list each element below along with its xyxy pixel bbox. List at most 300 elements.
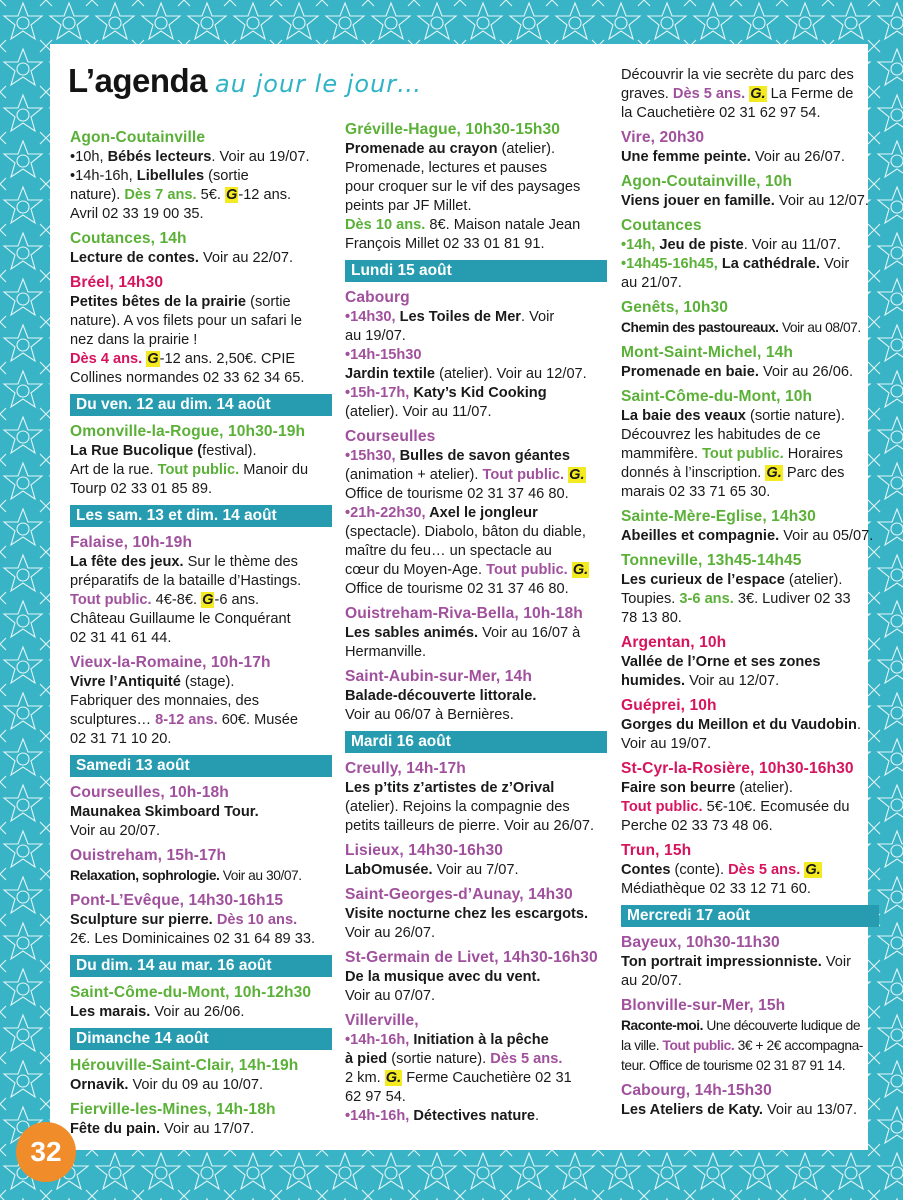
entry-line — [345, 308, 607, 327]
entry-line — [621, 148, 879, 167]
agenda-entry — [70, 1056, 332, 1095]
text-segment: (atelier). — [784, 572, 843, 588]
entry-line — [345, 643, 607, 662]
date-banner: Du dim. 14 au mar. 16 août — [70, 955, 332, 977]
agenda-entry — [621, 128, 879, 167]
agenda-entry — [621, 759, 879, 836]
text-segment: nez dans la prairie ! — [70, 332, 198, 348]
text-segment: 3-6 ans. — [679, 591, 734, 607]
entry-place: Saint-Aubin-sur-Mer, 14h — [345, 668, 532, 685]
entry-place: Saint-Côme-du-Mont, 10h-12h30 — [70, 984, 312, 1001]
agenda-entry — [345, 427, 607, 599]
agenda-entry — [345, 948, 607, 1006]
entry-line — [345, 861, 607, 880]
text-segment: •14h30, — [345, 309, 400, 325]
entry-line — [621, 609, 879, 628]
date-banner: Dimanche 14 août — [70, 1028, 332, 1050]
entry-place: Blonville-sur-Mer, 15h — [621, 997, 786, 1014]
text-segment: Voir au 26/07. — [750, 149, 845, 165]
text-segment: Les Ateliers de Katy. — [621, 1102, 763, 1118]
entry-line — [621, 861, 879, 880]
date-banner: Mercredi 17 août — [621, 905, 879, 927]
text-segment: Jardin textile — [345, 366, 436, 382]
text-segment: Voir au 30/07. — [219, 868, 302, 883]
text-segment: mammifère. — [621, 446, 703, 462]
agenda-entry — [345, 841, 607, 880]
entry-line — [70, 1003, 332, 1022]
entry-line — [70, 331, 332, 350]
entry-line — [345, 561, 607, 580]
text-segment: Initiation à la pêche — [413, 1032, 549, 1048]
text-segment: Parc des — [782, 465, 845, 481]
entry-line — [345, 403, 607, 422]
entry-line — [345, 216, 607, 235]
text-segment: -12 ans. 2,50€. CPIE — [159, 351, 296, 367]
text-segment: (spectacle). Diabolo, bâton du diable, — [345, 524, 586, 540]
text-segment: •21h-22h30, — [345, 505, 430, 521]
text-segment: au 20/07. — [621, 973, 682, 989]
text-segment: Tout public. — [662, 1038, 735, 1053]
entry-line — [345, 779, 607, 798]
text-segment: Détectives nature — [413, 1108, 536, 1124]
text-segment: Promenade, lectures et pauses — [345, 160, 547, 176]
agenda-entry — [621, 387, 879, 502]
entry-place: Ouistreham-Riva-Bella, 10h-18h — [345, 605, 583, 622]
entry-line — [621, 571, 879, 590]
text-segment: Dès 5 ans. — [490, 1051, 563, 1067]
text-segment: -12 ans. — [238, 187, 292, 203]
title-main: L’agenda — [68, 62, 208, 99]
text-segment: (sortie — [246, 294, 291, 310]
text-segment: 3€ + 2€ accompagna- — [734, 1038, 863, 1053]
text-segment: Ferme Cauchetière 02 31 — [402, 1070, 572, 1086]
text-segment: Voir au 20/07. — [70, 823, 161, 839]
entry-line — [345, 485, 607, 504]
text-segment: nature). A vos filets pour un safari le — [70, 313, 303, 329]
text-segment: Lecture de contes. — [70, 250, 199, 266]
entry-line — [621, 672, 879, 691]
text-segment: (animation + atelier). — [345, 467, 483, 483]
entry-line — [70, 205, 332, 224]
text-segment: De la musique avec du vent. — [345, 969, 541, 985]
date-banner: Du ven. 12 au dim. 14 août — [70, 394, 332, 416]
entry-place: Agon-Coutainville, 10h — [621, 173, 793, 190]
text-segment: au 21/07. — [621, 275, 682, 291]
text-segment: Les sables animés. — [345, 625, 479, 641]
text-segment: préparatifs de la bataille d’Hastings. — [70, 573, 302, 589]
entry-line — [70, 822, 332, 841]
entry-line — [621, 318, 879, 338]
entry-place: St-Cyr-la-Rosière, 10h30-16h30 — [621, 760, 854, 777]
entry-line — [621, 779, 879, 798]
text-segment: Voir au 26/07. — [345, 925, 436, 941]
text-segment: Voir au 13/07. — [762, 1102, 858, 1118]
entry-line — [345, 987, 607, 1006]
entry-line — [345, 687, 607, 706]
entry-line — [345, 365, 607, 384]
text-segment: peints par JF Millet. — [345, 198, 472, 214]
entry-place: Omonville-la-Rogue, 10h30-19h — [70, 423, 306, 440]
text-segment: 62 97 54. — [345, 1089, 406, 1105]
entry-place: St-Germain de Livet, 14h30-16h30 — [345, 949, 598, 966]
text-segment: Sur le thème des — [183, 554, 298, 570]
agenda-page — [50, 44, 874, 1150]
entry-place: Genêts, 10h30 — [621, 299, 729, 316]
entry-line — [345, 1107, 607, 1126]
agenda-entry — [345, 120, 607, 254]
entry-line — [70, 369, 332, 388]
page-number: 32 — [16, 1122, 76, 1182]
entry-line — [70, 711, 332, 730]
entry-line — [70, 553, 332, 572]
free-badge: G. — [750, 86, 766, 102]
text-segment: 8-12 ans. — [155, 712, 218, 728]
text-segment: Voir au 26/06. — [758, 364, 854, 380]
text-segment: Gorges du Meillon et du Vaudobin — [621, 717, 857, 733]
entry-line — [345, 346, 607, 365]
text-segment: sculptures… — [70, 712, 156, 728]
text-segment: teur. Office de tourisme 02 31 87 91 14. — [621, 1058, 846, 1073]
text-segment: François Millet 02 33 01 81 91. — [345, 236, 545, 252]
entry-line — [345, 624, 607, 643]
entry-line — [345, 178, 607, 197]
text-segment: Vivre l’Antiquité — [70, 674, 181, 690]
text-segment: Voir — [821, 954, 852, 970]
text-segment: 5€. — [196, 187, 225, 203]
text-segment: au 19/07. — [345, 328, 406, 344]
text-segment: (atelier). Voir au 12/07. — [435, 366, 587, 382]
text-segment: Voir au 22/07. — [198, 250, 294, 266]
entry-line — [621, 590, 879, 609]
agenda-entry — [621, 343, 879, 382]
text-segment: Petites bêtes de la prairie — [70, 294, 247, 310]
text-segment: Voir au 16/07 à — [478, 625, 581, 641]
entry-line — [345, 968, 607, 987]
entry-line — [345, 817, 607, 836]
text-segment: Tout public. — [702, 446, 784, 462]
entry-line — [70, 350, 332, 369]
text-segment: Château Guillaume le Conquérant — [70, 611, 291, 627]
text-segment: 60€. Musée — [217, 712, 298, 728]
entry-place: Ouistreham, 15h-17h — [70, 847, 227, 864]
text-segment: Dès 4 ans. — [70, 351, 143, 367]
text-segment: Dès 10 ans. — [345, 217, 426, 233]
text-segment: LabOmusée. — [345, 862, 433, 878]
text-segment: Voir au 06/07 à Bernières. — [345, 707, 514, 723]
agenda-entry — [621, 66, 879, 123]
free-badge: G. — [385, 1070, 402, 1086]
free-badge: G. — [766, 465, 782, 481]
entry-line — [621, 426, 879, 445]
text-segment: petits tailleurs de pierre. Voir au 26/07. — [345, 818, 595, 834]
entry-line — [70, 480, 332, 499]
text-segment: •14h-16h, — [345, 1108, 414, 1124]
entry-line — [70, 572, 332, 591]
agenda-entry — [70, 653, 332, 749]
text-segment: 2 km. — [345, 1070, 385, 1086]
date-banner: Mardi 16 août — [345, 731, 607, 753]
text-segment: Art de la rue. — [70, 462, 158, 478]
text-segment: Les curieux de l’espace — [621, 572, 785, 588]
text-segment: Voir du 09 au 10/07. — [128, 1077, 264, 1093]
entry-line — [621, 1036, 879, 1056]
agenda-entry — [621, 696, 879, 754]
text-segment: Voir au 12/07. — [774, 193, 869, 209]
text-segment: Les marais. — [70, 1004, 151, 1020]
entry-line — [621, 192, 879, 211]
entry-line — [70, 186, 332, 205]
title-handwritten: au jour le jour… — [215, 70, 423, 98]
text-segment: Fête du pain. — [70, 1121, 160, 1137]
text-segment: Horaires — [783, 446, 843, 462]
entry-place: Cabourg — [345, 289, 410, 306]
text-segment: Une femme peinte. — [621, 149, 751, 165]
text-segment: La Ferme de — [766, 86, 854, 102]
agenda-entry — [70, 1100, 332, 1139]
agenda-entry — [70, 891, 332, 949]
text-segment: Abeilles et compagnie. — [621, 528, 780, 544]
text-segment: Raconte-moi. — [621, 1018, 703, 1033]
text-segment: Une découverte ludique de — [703, 1018, 861, 1033]
agenda-entry — [345, 667, 607, 725]
text-segment: Voir au 17/07. — [160, 1121, 255, 1137]
entry-line — [70, 692, 332, 711]
entry-line — [621, 716, 879, 735]
text-segment: La fête des jeux. — [70, 554, 184, 570]
text-segment: Maunakea Skimboard Tour. — [70, 804, 259, 820]
entry-line — [621, 274, 879, 293]
entry-place: Gréville-Hague, 10h30-15h30 — [345, 121, 561, 138]
free-badge: G — [147, 351, 159, 367]
page-title — [68, 62, 422, 100]
text-segment: nature). — [70, 187, 125, 203]
text-segment: •15h-17h, — [345, 385, 414, 401]
date-banner: Samedi 13 août — [70, 755, 332, 777]
text-segment: 3€. Ludiver 02 33 — [733, 591, 851, 607]
date-banner: Les sam. 13 et dim. 14 août — [70, 505, 332, 527]
agenda-entry — [621, 996, 879, 1076]
text-segment: La cathédrale. — [721, 256, 820, 272]
entry-line — [621, 817, 879, 836]
text-segment: marais 02 33 71 65 30. — [621, 484, 771, 500]
text-segment: Office de tourisme 02 31 37 46 80. — [345, 581, 569, 597]
text-segment: Tout public. — [157, 462, 240, 478]
agenda-entry — [621, 1081, 879, 1120]
entry-place: Saint-Côme-du-Mont, 10h — [621, 388, 813, 405]
text-segment: (conte). — [670, 862, 729, 878]
entry-line — [345, 523, 607, 542]
text-segment: Dès 5 ans. — [728, 862, 801, 878]
entry-place: Hérouville-Saint-Clair, 14h-19h — [70, 1057, 299, 1074]
text-segment: La baie des veaux — [621, 408, 746, 424]
entry-line — [621, 464, 879, 483]
agenda-entry — [70, 273, 332, 388]
entry-line — [345, 1069, 607, 1088]
entry-line — [70, 1076, 332, 1095]
text-segment: Sculpture sur pierre. — [70, 912, 213, 928]
entry-line — [70, 803, 332, 822]
agenda-column-1 — [70, 128, 332, 1144]
text-segment: Contes — [621, 862, 671, 878]
entry-line — [621, 363, 879, 382]
entry-line — [345, 504, 607, 523]
free-badge: G. — [805, 862, 821, 878]
text-segment: Tout public. — [486, 562, 568, 578]
agenda-entry — [621, 507, 879, 546]
text-segment: Ton portrait impressionniste. — [621, 954, 822, 970]
text-segment: (atelier). Rejoins la compagnie des — [345, 799, 570, 815]
entry-line — [345, 905, 607, 924]
text-segment: Voir au 19/07. — [621, 736, 712, 752]
text-segment: (atelier). — [735, 780, 793, 796]
text-segment: Voir au 7/07. — [432, 862, 519, 878]
agenda-entry — [621, 551, 879, 628]
text-segment: Dès 10 ans. — [216, 912, 298, 928]
text-segment: (sortie nature). — [745, 408, 845, 424]
free-badge: G. — [572, 562, 589, 578]
text-segment: •15h30, — [345, 448, 400, 464]
agenda-column-2 — [345, 120, 607, 1131]
agenda-entry — [70, 846, 332, 886]
entry-line — [70, 312, 332, 331]
agenda-column-3 — [621, 66, 879, 1125]
entry-line — [70, 866, 332, 886]
entry-line — [70, 610, 332, 629]
entry-line — [621, 66, 879, 85]
entry-line — [345, 447, 607, 466]
text-segment: Dès 5 ans. — [672, 86, 746, 102]
text-segment: Collines normandes 02 33 62 34 65. — [70, 370, 305, 386]
entry-line — [345, 327, 607, 346]
text-segment: 02 31 71 10 20. — [70, 731, 172, 747]
text-segment: Voir au 12/07. — [685, 673, 780, 689]
entry-line — [621, 236, 879, 255]
entry-place: Trun, 15h — [621, 842, 692, 859]
entry-line — [345, 466, 607, 485]
agenda-entry — [621, 841, 879, 899]
text-segment: •14h-15h30 — [345, 347, 422, 363]
agenda-entry — [345, 288, 607, 422]
text-segment: •14h-16h, — [345, 1032, 414, 1048]
text-segment: la ville. — [621, 1038, 663, 1053]
entry-line — [345, 159, 607, 178]
entry-line — [70, 293, 332, 312]
text-segment: Voir au 08/07. — [778, 320, 861, 335]
entry-line — [621, 104, 879, 123]
text-segment: Libellules — [136, 168, 205, 184]
text-segment: Découvrez les habitudes de ce — [621, 427, 821, 443]
text-segment: Médiathèque 02 33 12 71 60. — [621, 881, 811, 897]
entry-line — [345, 197, 607, 216]
text-segment: Tourp 02 33 01 85 89. — [70, 481, 212, 497]
entry-line — [621, 798, 879, 817]
agenda-entry — [345, 1011, 607, 1126]
text-segment: Bulles de savon géantes — [399, 448, 570, 464]
entry-place: Argentan, 10h — [621, 634, 727, 651]
text-segment: Office de tourisme 02 31 37 46 80. — [345, 486, 569, 502]
entry-line — [621, 1016, 879, 1036]
text-segment: Katy’s Kid Cooking — [413, 385, 547, 401]
entry-line — [345, 1050, 607, 1069]
entry-line — [345, 235, 607, 254]
entry-line — [345, 798, 607, 817]
text-segment: . Voir au 11/07. — [743, 237, 841, 253]
text-segment: la Cauchetière 02 31 62 97 54. — [621, 105, 821, 121]
entry-line — [70, 930, 332, 949]
text-segment: Voir au 26/06. — [150, 1004, 245, 1020]
agenda-entry — [345, 759, 607, 836]
entry-line — [70, 730, 332, 749]
text-segment: 78 13 80. — [621, 610, 682, 626]
text-segment: Voir — [820, 256, 850, 272]
text-segment: Découvrir la vie secrète du parc des — [621, 67, 854, 83]
text-segment: 02 31 41 61 44. — [70, 630, 172, 646]
agenda-entry — [345, 885, 607, 943]
agenda-entry — [621, 172, 879, 211]
entry-place: Tonneville, 13h45-14h45 — [621, 552, 802, 569]
entry-place: Guéprei, 10h — [621, 697, 717, 714]
text-segment: (sortie — [204, 168, 249, 184]
text-segment: Hermanville. — [345, 644, 427, 660]
agenda-entry — [621, 933, 879, 991]
text-segment: Ornavik. — [70, 1077, 129, 1093]
text-segment: Perche 02 33 73 48 06. — [621, 818, 773, 834]
text-segment: -6 ans. — [214, 592, 260, 608]
text-segment: festival). — [202, 443, 257, 459]
text-segment: Axel le jongleur — [429, 505, 538, 521]
agenda-entry — [621, 216, 879, 293]
entry-line — [70, 442, 332, 461]
text-segment: 2€. Les Dominicaines 02 31 64 89 33. — [70, 931, 316, 947]
text-segment: Tout public. — [70, 592, 152, 608]
text-segment: Chemin des pastoureaux. — [621, 320, 779, 335]
entry-place: Falaise, 10h-19h — [70, 534, 193, 551]
text-segment: Toupies. — [621, 591, 680, 607]
entry-line — [70, 249, 332, 268]
text-segment: . Voir au 19/07. — [211, 149, 310, 165]
free-badge: G — [202, 592, 214, 608]
entry-line — [70, 591, 332, 610]
entry-place: Pont-L’Evêque, 14h30-16h15 — [70, 892, 284, 909]
text-segment: graves. — [621, 86, 673, 102]
agenda-entry — [70, 229, 332, 268]
entry-line — [70, 167, 332, 186]
text-segment: Balade-découverte littorale. — [345, 688, 537, 704]
entry-place: Villerville, — [345, 1012, 419, 1029]
text-segment: (stage). — [180, 674, 235, 690]
text-segment: Voir au 05/07. — [779, 528, 874, 544]
entry-line — [70, 629, 332, 648]
entry-place: Fierville-les-Mines, 14h-18h — [70, 1101, 276, 1118]
text-segment: Les Toiles de Mer — [399, 309, 521, 325]
entry-place: Courseulles — [345, 428, 436, 445]
text-segment: Tout public. — [482, 467, 565, 483]
free-badge: G — [225, 187, 238, 203]
entry-line — [345, 542, 607, 561]
entry-line — [345, 384, 607, 403]
entry-place: Vieux-la-Romaine, 10h-17h — [70, 654, 271, 671]
entry-line — [345, 706, 607, 725]
entry-line — [345, 1031, 607, 1050]
agenda-entry — [70, 533, 332, 648]
entry-place: Coutances — [621, 217, 702, 234]
entry-line — [345, 140, 607, 159]
text-segment: •10h, — [70, 149, 108, 165]
text-segment: •14h-16h, — [70, 168, 137, 184]
entry-line — [621, 407, 879, 426]
agenda-entry — [621, 633, 879, 691]
text-segment: à pied — [345, 1051, 388, 1067]
